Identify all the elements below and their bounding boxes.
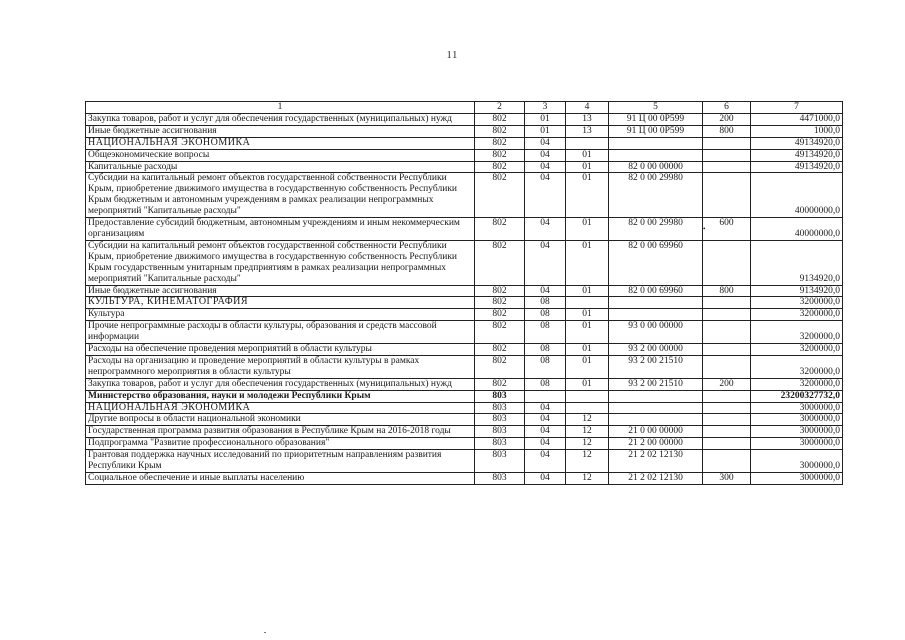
- row-amount: 9134920,0: [751, 285, 843, 297]
- row-amount: 3200000,0: [751, 355, 843, 378]
- row-code-c2: 803: [475, 402, 525, 414]
- table-row: [86, 355, 843, 378]
- row-description: Социальное обеспечение и иные выплаты населению: [86, 473, 475, 485]
- row-code-c5: [609, 402, 703, 414]
- row-code-c6: 800: [703, 125, 751, 137]
- row-amount: 3000000,0: [751, 426, 843, 438]
- row-code-c4: 01: [566, 285, 609, 297]
- row-description: Культура: [86, 309, 475, 321]
- row-description: НАЦИОНАЛЬНАЯ ЭКОНОМИКА: [86, 137, 475, 149]
- row-code-c2: 802: [475, 240, 525, 285]
- row-code-c6: [703, 161, 751, 173]
- row-code-c2: 802: [475, 355, 525, 378]
- row-description: Подпрограмма "Развитие профессионального образования": [86, 438, 475, 450]
- table-row: [86, 149, 843, 161]
- column-number-row: [86, 102, 843, 114]
- row-code-c2: 803: [475, 414, 525, 426]
- row-code-c6: [703, 414, 751, 426]
- row-description: Предоставление субсидий бюджетным, автономным учреждениям и иным некоммерческим организациям: [86, 218, 475, 241]
- scan-mark: [264, 632, 266, 633]
- row-code-c2: 802: [475, 125, 525, 137]
- row-code-c5: 21 0 00 00000: [609, 426, 703, 438]
- row-code-c2: 802: [475, 309, 525, 321]
- row-code-c2: 803: [475, 426, 525, 438]
- row-description: Закупка товаров, работ и услуг для обеспечения государственных (муниципальных) нужд: [86, 378, 475, 390]
- row-code-c5: 21 2 00 00000: [609, 438, 703, 450]
- row-code-c4: 01: [566, 309, 609, 321]
- row-code-c2: 803: [475, 438, 525, 450]
- row-code-c5: 93 2 00 21510: [609, 355, 703, 378]
- row-code-c3: 04: [525, 173, 566, 218]
- row-code-c2: 803: [475, 390, 525, 402]
- row-code-c4: [566, 390, 609, 402]
- row-code-c6: 300: [703, 473, 751, 485]
- row-code-c3: 01: [525, 113, 566, 125]
- column-header: 3: [525, 102, 566, 114]
- row-code-c3: 08: [525, 309, 566, 321]
- row-code-c4: 13: [566, 113, 609, 125]
- column-header: 2: [475, 102, 525, 114]
- row-code-c6: [703, 344, 751, 356]
- row-code-c2: 802: [475, 285, 525, 297]
- row-code-c5: 93 2 00 00000: [609, 344, 703, 356]
- table-row: [86, 402, 843, 414]
- row-code-c3: 08: [525, 321, 566, 344]
- row-code-c5: [609, 137, 703, 149]
- column-header: 4: [566, 102, 609, 114]
- row-code-c2: 802: [475, 137, 525, 149]
- row-code-c4: 01: [566, 218, 609, 241]
- row-code-c6: 600: [703, 218, 751, 241]
- row-code-c5: [609, 414, 703, 426]
- table-row: [86, 378, 843, 390]
- table-row: [86, 390, 843, 402]
- table-row: [86, 137, 843, 149]
- row-code-c6: [703, 450, 751, 473]
- row-description: Министерство образования, науки и молодежи Республики Крым: [86, 390, 475, 402]
- row-code-c3: 04: [525, 161, 566, 173]
- row-code-c3: 04: [525, 450, 566, 473]
- row-description: Другие вопросы в области национальной экономики: [86, 414, 475, 426]
- row-code-c3: 04: [525, 137, 566, 149]
- row-code-c3: 04: [525, 414, 566, 426]
- row-code-c2: 802: [475, 113, 525, 125]
- row-amount: 40000000,0: [751, 173, 843, 218]
- row-description: Государственная программа развития образования в Республике Крым на 2016-2018 годы: [86, 426, 475, 438]
- row-code-c5: 82 0 00 69960: [609, 240, 703, 285]
- row-description: Иные бюджетные ассигнования: [86, 285, 475, 297]
- column-header: 7: [751, 102, 843, 114]
- row-amount: 3000000,0: [751, 450, 843, 473]
- row-code-c6: [703, 240, 751, 285]
- row-code-c5: [609, 149, 703, 161]
- row-code-c6: [703, 309, 751, 321]
- row-amount: 3200000,0: [751, 297, 843, 309]
- row-code-c4: 01: [566, 321, 609, 344]
- row-code-c4: 13: [566, 125, 609, 137]
- table-row: [86, 113, 843, 125]
- row-code-c5: 82 0 00 29980: [609, 173, 703, 218]
- table-row: [86, 173, 843, 218]
- row-amount: 49134920,0: [751, 161, 843, 173]
- table-row: [86, 426, 843, 438]
- row-code-c4: 01: [566, 344, 609, 356]
- row-code-c4: [566, 297, 609, 309]
- row-code-c4: 01: [566, 173, 609, 218]
- row-code-c4: 01: [566, 355, 609, 378]
- row-code-c6: [703, 137, 751, 149]
- row-code-c5: 91 Ц 00 0Р599: [609, 113, 703, 125]
- row-code-c5: 93 0 00 00000: [609, 321, 703, 344]
- table-row: [86, 125, 843, 137]
- row-code-c5: 82 0 00 00000: [609, 161, 703, 173]
- table-row: [86, 309, 843, 321]
- row-amount: 3200000,0: [751, 321, 843, 344]
- row-code-c4: 12: [566, 473, 609, 485]
- row-amount: 40000000,0: [751, 218, 843, 241]
- row-description: Субсидии на капитальный ремонт объектов государственной собственности Республики Крым, приобретение движимого имущества в государственную собственность Республики Крым бюджетным и автономным учреждениям в рамках реализации непрограммных мероприятий "Капитальные расходы": [86, 173, 475, 218]
- row-code-c2: 803: [475, 450, 525, 473]
- row-description: Закупка товаров, работ и услуг для обеспечения государственных (муниципальных) нужд: [86, 113, 475, 125]
- row-description: Грантовая поддержка научных исследований по приоритетным направлениям развития Республики Крым: [86, 450, 475, 473]
- row-code-c4: [566, 137, 609, 149]
- row-code-c3: 08: [525, 344, 566, 356]
- row-code-c4: 12: [566, 450, 609, 473]
- row-code-c6: [703, 438, 751, 450]
- row-code-c3: 04: [525, 285, 566, 297]
- table-row: [86, 414, 843, 426]
- stray-mark: •: [703, 225, 706, 233]
- row-amount: 3200000,0: [751, 309, 843, 321]
- row-code-c3: 04: [525, 426, 566, 438]
- row-description: КУЛЬТУРА, КИНЕМАТОГРАФИЯ: [86, 297, 475, 309]
- row-amount: 23200327732,0: [751, 390, 843, 402]
- row-code-c4: 01: [566, 378, 609, 390]
- row-amount: 3200000,0: [751, 344, 843, 356]
- table-row: [86, 161, 843, 173]
- row-description: Общеэкономические вопросы: [86, 149, 475, 161]
- row-code-c6: [703, 402, 751, 414]
- row-description: НАЦИОНАЛЬНАЯ ЭКОНОМИКА: [86, 402, 475, 414]
- row-amount: 49134920,0: [751, 137, 843, 149]
- row-code-c6: [703, 355, 751, 378]
- row-code-c3: 08: [525, 297, 566, 309]
- row-code-c4: 01: [566, 149, 609, 161]
- budget-table-body: [86, 113, 843, 484]
- row-code-c6: [703, 321, 751, 344]
- row-code-c6: 800: [703, 285, 751, 297]
- row-amount: 1000,0: [751, 125, 843, 137]
- table-row: [86, 450, 843, 473]
- table-row: [86, 438, 843, 450]
- row-code-c3: 01: [525, 125, 566, 137]
- row-code-c3: 04: [525, 149, 566, 161]
- row-code-c2: 802: [475, 149, 525, 161]
- row-code-c5: 91 Ц 00 0Р599: [609, 125, 703, 137]
- row-code-c2: 802: [475, 161, 525, 173]
- row-code-c3: 04: [525, 473, 566, 485]
- row-code-c2: 803: [475, 473, 525, 485]
- row-description: Расходы на организацию и проведение мероприятий в области культуры в рамках непрограммного мероприятия в области культуры: [86, 355, 475, 378]
- row-amount: 3000000,0: [751, 473, 843, 485]
- row-code-c4: 01: [566, 161, 609, 173]
- page-number: 11: [446, 50, 459, 61]
- row-code-c2: 802: [475, 378, 525, 390]
- row-code-c2: 802: [475, 344, 525, 356]
- column-header: 5: [609, 102, 703, 114]
- row-code-c6: 200: [703, 378, 751, 390]
- table-row: [86, 297, 843, 309]
- row-code-c4: 12: [566, 414, 609, 426]
- row-code-c5: 21 2 02 12130: [609, 450, 703, 473]
- row-amount: 3200000,0: [751, 378, 843, 390]
- row-code-c3: 08: [525, 378, 566, 390]
- table-row: [86, 240, 843, 285]
- row-code-c2: 802: [475, 297, 525, 309]
- row-amount: 4471000,0: [751, 113, 843, 125]
- table-row: [86, 473, 843, 485]
- row-amount: 3000000,0: [751, 438, 843, 450]
- row-code-c5: [609, 309, 703, 321]
- table-row: [86, 344, 843, 356]
- row-code-c6: [703, 297, 751, 309]
- row-amount: 9134920,0: [751, 240, 843, 285]
- table-row: [86, 285, 843, 297]
- row-code-c2: 802: [475, 218, 525, 241]
- column-header: 6: [703, 102, 751, 114]
- row-code-c6: 200: [703, 113, 751, 125]
- row-code-c4: [566, 402, 609, 414]
- row-description: Капитальные расходы: [86, 161, 475, 173]
- row-code-c5: 21 2 02 12130: [609, 473, 703, 485]
- row-description: Прочие непрограммные расходы в области культуры, образования и средств массовой информации: [86, 321, 475, 344]
- row-code-c3: [525, 390, 566, 402]
- row-code-c5: [609, 297, 703, 309]
- row-code-c6: [703, 173, 751, 218]
- row-code-c2: 802: [475, 173, 525, 218]
- row-code-c6: [703, 426, 751, 438]
- row-description: Субсидии на капитальный ремонт объектов государственной собственности Республики Крым, приобретение движимого имущества в государственную собственность Республики Крым государственным унитарным предприятиям в рамках реализации непрограммных мероприятий "Капитальные расходы": [86, 240, 475, 285]
- row-amount: 49134920,0: [751, 149, 843, 161]
- row-code-c5: 82 0 00 69960: [609, 285, 703, 297]
- row-code-c4: 12: [566, 438, 609, 450]
- row-code-c5: [609, 390, 703, 402]
- row-code-c4: 01: [566, 240, 609, 285]
- row-code-c6: [703, 149, 751, 161]
- column-header: 1: [86, 102, 475, 114]
- row-code-c5: 82 0 00 29980: [609, 218, 703, 241]
- table-row: [86, 218, 843, 241]
- row-code-c3: 04: [525, 438, 566, 450]
- row-amount: 3000000,0: [751, 402, 843, 414]
- row-code-c4: 12: [566, 426, 609, 438]
- row-amount: 3000000,0: [751, 414, 843, 426]
- row-code-c5: 93 2 00 21510: [609, 378, 703, 390]
- row-code-c3: 08: [525, 355, 566, 378]
- budget-table: [85, 101, 843, 485]
- row-code-c6: [703, 390, 751, 402]
- table-row: [86, 321, 843, 344]
- row-description: Расходы на обеспечение проведения мероприятий в области культуры: [86, 344, 475, 356]
- row-code-c3: 04: [525, 402, 566, 414]
- row-code-c3: 04: [525, 218, 566, 241]
- row-code-c2: 802: [475, 321, 525, 344]
- row-code-c3: 04: [525, 240, 566, 285]
- row-description: Иные бюджетные ассигнования: [86, 125, 475, 137]
